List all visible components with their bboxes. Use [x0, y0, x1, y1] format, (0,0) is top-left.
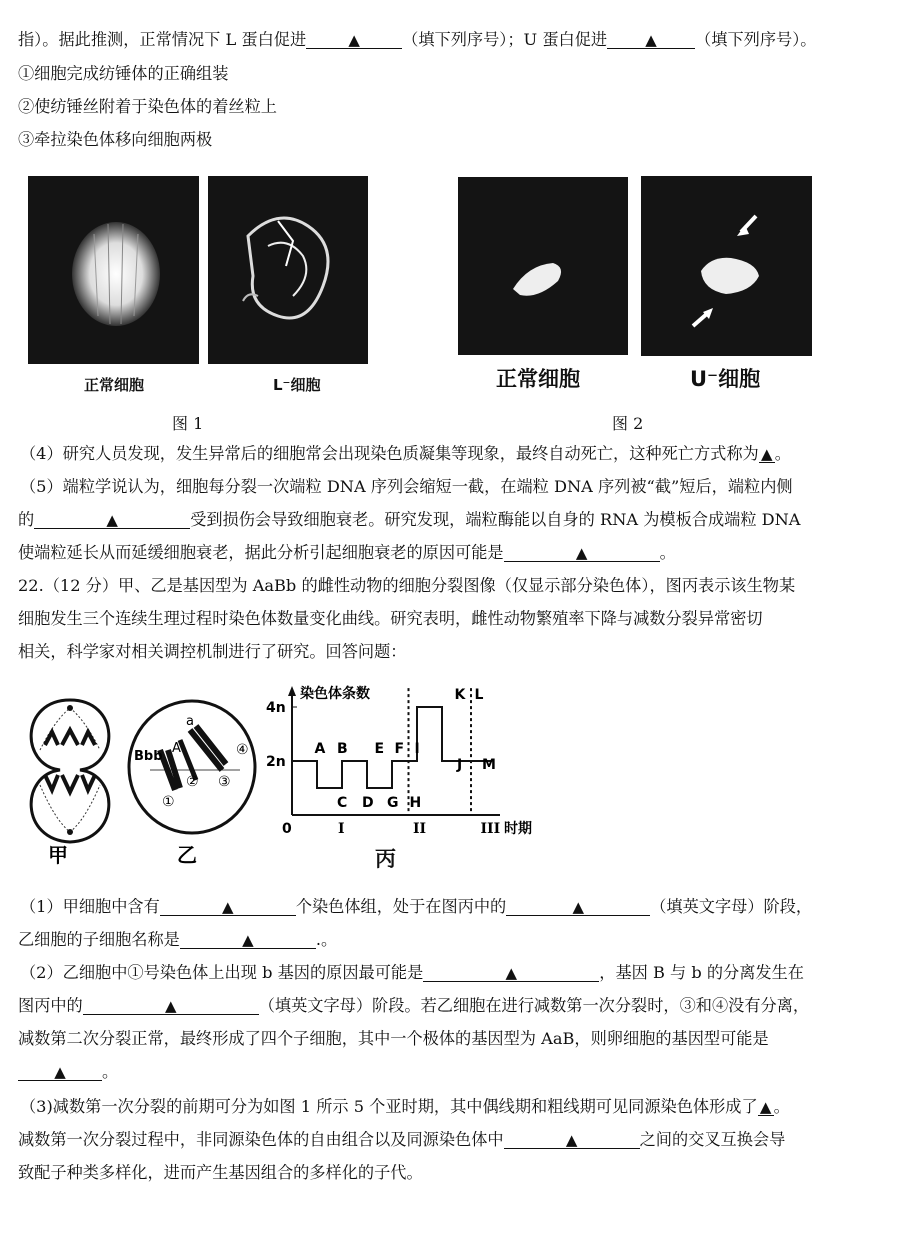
- metaphase-image: [458, 177, 628, 355]
- question-22-line3: 相关，科学家对相关调控机制进行了研究。回答问题：: [18, 642, 407, 661]
- point-label: J: [457, 757, 463, 774]
- img-caption: U⁻细胞: [690, 367, 761, 391]
- question-5: （5）端粒学说认为，细胞每分裂一次端粒 DNA 序列会缩短一截，在端粒 DNA 序列被“截”短后，端粒内侧: [20, 477, 793, 496]
- point-label: E: [374, 740, 385, 757]
- micrograph-normal-cell-1: [28, 176, 199, 364]
- question-22-3-line2: 减数第一次分裂过程中，非同源染色体的自由组合以及同源染色体中 ▲ 之间的交叉互换会导: [18, 1130, 786, 1149]
- cell-division-diagram: [0, 670, 900, 870]
- cell-jia: [31, 700, 109, 842]
- answer-blank[interactable]: ▲: [180, 930, 316, 949]
- answer-blank[interactable]: ▲: [504, 543, 660, 562]
- answer-blank[interactable]: ▲: [759, 444, 775, 463]
- point-label: F: [394, 740, 405, 757]
- phase-label: III: [480, 821, 501, 837]
- micrograph-L-cell: [208, 176, 368, 364]
- option-2: ②使纺锤丝附着于染色体的着丝粒上: [18, 97, 277, 116]
- question-5-line3: 使端粒延长从而延缓细胞衰老，据此分析引起细胞衰老的原因可能是 ▲ 。: [18, 543, 676, 562]
- point-label: D: [362, 794, 374, 811]
- img-caption: 正常细胞: [84, 376, 145, 394]
- question-22-1: （1）甲细胞中含有 ▲ 个染色体组，处于在图丙中的 ▲ （填英文字母）阶段，: [20, 897, 813, 916]
- question-22-2-line4: ▲ 。: [18, 1062, 886, 1082]
- svg-text:③: ③: [218, 774, 231, 790]
- answer-blank[interactable]: ▲: [423, 963, 599, 982]
- label-jia: 甲: [48, 843, 68, 867]
- question-22-line2: 细胞发生三个连续生理过程时染色体数量变化曲线。研究表明，雌性动物繁殖率下降与减数分裂异常密切: [18, 609, 763, 628]
- label-yi: 乙: [177, 843, 197, 867]
- micrograph-U-cell: [641, 176, 812, 356]
- svg-text:Bbb: Bbb: [134, 749, 163, 764]
- point-label: I: [414, 740, 420, 757]
- answer-blank[interactable]: ▲: [83, 996, 259, 1015]
- answer-blank[interactable]: ▲: [504, 1130, 640, 1149]
- answer-blank[interactable]: ▲: [160, 897, 296, 916]
- spindle-image: [28, 176, 199, 364]
- x-axis-label: 时期: [504, 821, 532, 837]
- img-caption: L⁻细胞: [273, 376, 321, 394]
- answer-blank[interactable]: ▲: [607, 30, 695, 49]
- option-3: ③牵拉染色体移向细胞两极: [18, 130, 213, 149]
- question-5-line2: 的 ▲ 受到损伤会导致细胞衰老。研究发现，端粒酶能以自身的 RNA 为模板合成端粒 DNA: [18, 510, 801, 529]
- question-22-3-line3: 致配子种类多样化，进而产生基因组合的多样化的子代。: [18, 1163, 423, 1182]
- y-axis-arrow-icon: [288, 686, 296, 696]
- answer-blank[interactable]: ▲: [18, 1062, 102, 1081]
- answer-blank[interactable]: ▲: [506, 897, 650, 916]
- img-caption: 正常细胞: [496, 367, 580, 391]
- question-22-1-line2: 乙细胞的子细胞名称是 ▲ .。: [18, 930, 338, 949]
- svg-text:a: a: [186, 714, 194, 729]
- point-label: B: [337, 740, 348, 757]
- question-22-2-line2: 图丙中的 ▲ （填英文字母）阶段。若乙细胞在进行减数第一次分裂时，③和④没有分离，: [18, 996, 810, 1015]
- figure-1-caption: 图 1: [172, 414, 204, 433]
- point-label: K: [454, 686, 466, 703]
- point-label: G: [387, 794, 399, 811]
- option-1: ①细胞完成纺锤体的正确组装: [18, 64, 229, 83]
- point-label: A: [314, 740, 326, 757]
- text-line: 指）。据此推测，正常情况下 L 蛋白促进 ▲ （填下列序号）；U 蛋白促进 ▲ （填下列序号）。: [18, 30, 817, 49]
- origin-label: 0: [282, 821, 292, 837]
- cell-yi: [129, 701, 255, 833]
- y-tick-label: 4n: [266, 700, 286, 716]
- micrograph-normal-cell-2: [458, 177, 628, 355]
- chart-label-bing: 丙: [375, 847, 396, 871]
- point-label: C: [337, 794, 348, 811]
- point-label: M: [482, 757, 496, 774]
- svg-text:④: ④: [236, 742, 249, 758]
- svg-text:①: ①: [162, 794, 175, 810]
- phase-label: I: [338, 821, 345, 837]
- svg-text:②: ②: [186, 774, 199, 790]
- answer-blank[interactable]: ▲: [306, 30, 402, 49]
- question-22-3: （3)减数第一次分裂的前期可分为如图 1 所示 5 个亚时期，其中偶线期和粗线期可见同源染色体形成了 ▲ 。: [20, 1097, 790, 1116]
- question-4: （4）研究人员发现，发生异常后的细胞常会出现染色质凝集等现象，最终自动死亡，这种死亡方式称为 ▲ 。: [20, 444, 791, 463]
- y-tick-label: 2n: [266, 754, 286, 770]
- point-label: L: [474, 686, 484, 703]
- question-22-2-line3: 减数第二次分裂正常，最终形成了四个子细胞，其中一个极体的基因型为 AaB，则卵细胞的基因型可能是: [18, 1029, 769, 1048]
- phase-label: II: [413, 821, 427, 837]
- question-22-2: （2）乙细胞中①号染色体上出现 b 基因的原因最可能是 ▲ ，基因 B 与 b 的分离发生在: [20, 963, 804, 982]
- chromosome-count-chart: [266, 685, 532, 837]
- svg-text:A: A: [172, 741, 181, 756]
- abnormal-spindle-image: [208, 176, 368, 364]
- y-axis-label: 染色体条数: [300, 686, 370, 702]
- figure-2-caption: 图 2: [612, 414, 644, 433]
- question-22: 22.（12 分）甲、乙是基因型为 AaBb 的雌性动物的细胞分裂图像（仅显示部分染色体），图丙表示该生物某: [18, 576, 796, 595]
- answer-blank[interactable]: ▲: [34, 510, 190, 529]
- answer-blank[interactable]: ▲: [758, 1097, 774, 1116]
- lagging-chromosome-image: [641, 176, 812, 356]
- point-label: H: [409, 794, 422, 811]
